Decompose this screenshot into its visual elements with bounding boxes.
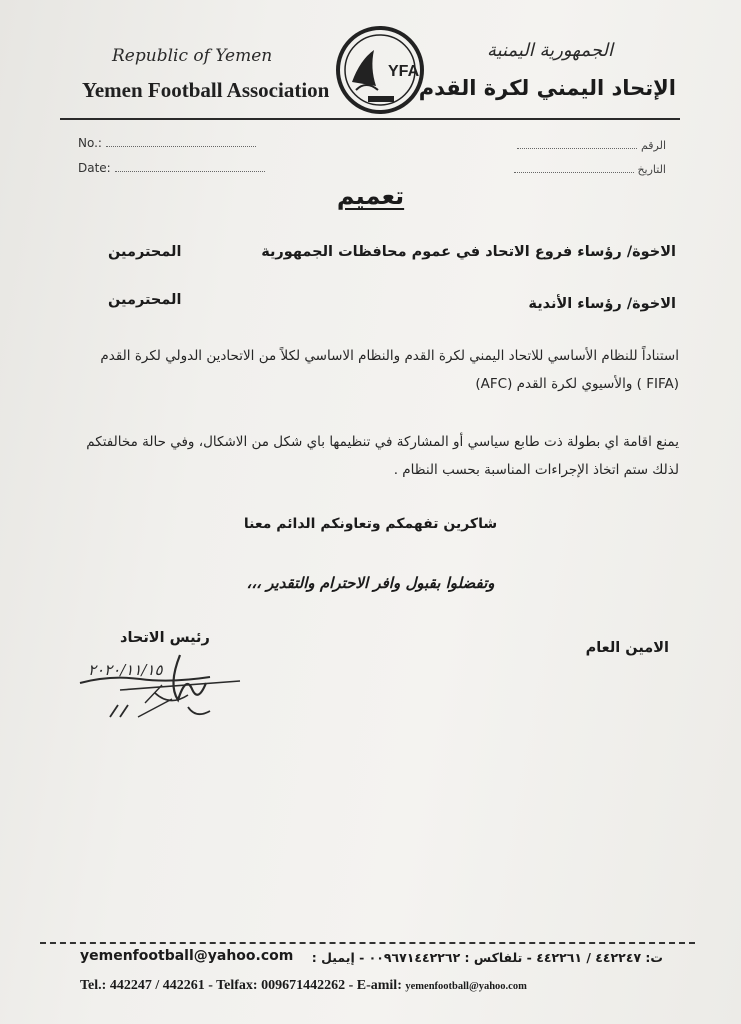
recipient-clubs-honorific: المحترمين — [108, 292, 182, 308]
footer-email: yemenfootball@yahoo.com — [405, 981, 527, 992]
ar-number-label: الرقم — [640, 139, 666, 152]
letter-subject: تعميم — [336, 182, 405, 210]
body-paragraph-2: يمنع اقامة اي بطولة ذت طابع سياسي أو المشاركة في تنظيمها باي شكل من الاشكال، وفي حالة مخالفتكم لذلك ستم اتخاذ الإجراءات المناسبة بحسب النظام . — [86, 434, 679, 478]
recipient-clubs: الاخوة/ رؤساء الأندية — [528, 296, 676, 312]
ar-number-field — [517, 138, 666, 152]
recipient-branches: الاخوة/ رؤساء فروع الاتحاد في عموم محافظات الجمهورية — [261, 244, 676, 260]
letterhead-en-line2: Yemen Football Association — [82, 78, 330, 102]
letterhead-ar-line1: الجمهورية اليمنية — [486, 40, 613, 61]
handwritten-signature — [60, 645, 260, 735]
footer-contact-arabic: ت: ٤٤٢٢٤٧ / ٤٤٢٢٦١ - تلفاكس : ٠٠٩٦٧١٤٤٢٢٦٢ - إيميل : — [311, 950, 663, 965]
regards-line: وتفضلوا بقبول وافر الاحترام والتقدير ،،، — [246, 574, 495, 592]
ar-date-field — [514, 162, 666, 176]
letterhead-ar-line2: الإتحاد اليمني لكرة القدم — [418, 76, 676, 100]
closing-line: شاكرين تفهمكم وتعاونكم الدائم معنا — [243, 516, 498, 532]
logo-text: YFA — [388, 63, 420, 80]
footer-phone-fax: Tel.: 442247 / 442261 - Telfax: 009671442262 - E-amil: — [80, 978, 402, 993]
ar-date-label: التاريخ — [637, 163, 666, 176]
yfa-logo — [330, 20, 430, 120]
number-label: No.: — [78, 136, 102, 150]
letterhead-divider — [60, 118, 680, 120]
body-paragraph-1: استناداً للنظام الأساسي للاتحاد اليمني لكرة القدم والنظام الاساسي لكلاً من الاتحادين الدولي لكرة القدم (FIFA ) والأسيوي لكرة القدم (AFC) — [100, 348, 679, 392]
president-label: رئيس الاتحاد — [120, 630, 210, 646]
date-field — [78, 161, 265, 175]
secretary-general-label: الامين العام — [585, 640, 669, 656]
date-label: Date: — [78, 161, 111, 175]
signature-date: ٢٠٢٠/١١/١٥ — [88, 661, 163, 679]
letterhead-en-line1: Republic of Yemen — [112, 46, 273, 66]
footer-email-latin: yemenfootball@yahoo.com — [80, 948, 294, 964]
recipient-branches-honorific: المحترمين — [108, 244, 182, 260]
footer-contact-latin — [80, 978, 527, 994]
footer-divider — [40, 942, 695, 945]
number-field — [78, 136, 256, 150]
